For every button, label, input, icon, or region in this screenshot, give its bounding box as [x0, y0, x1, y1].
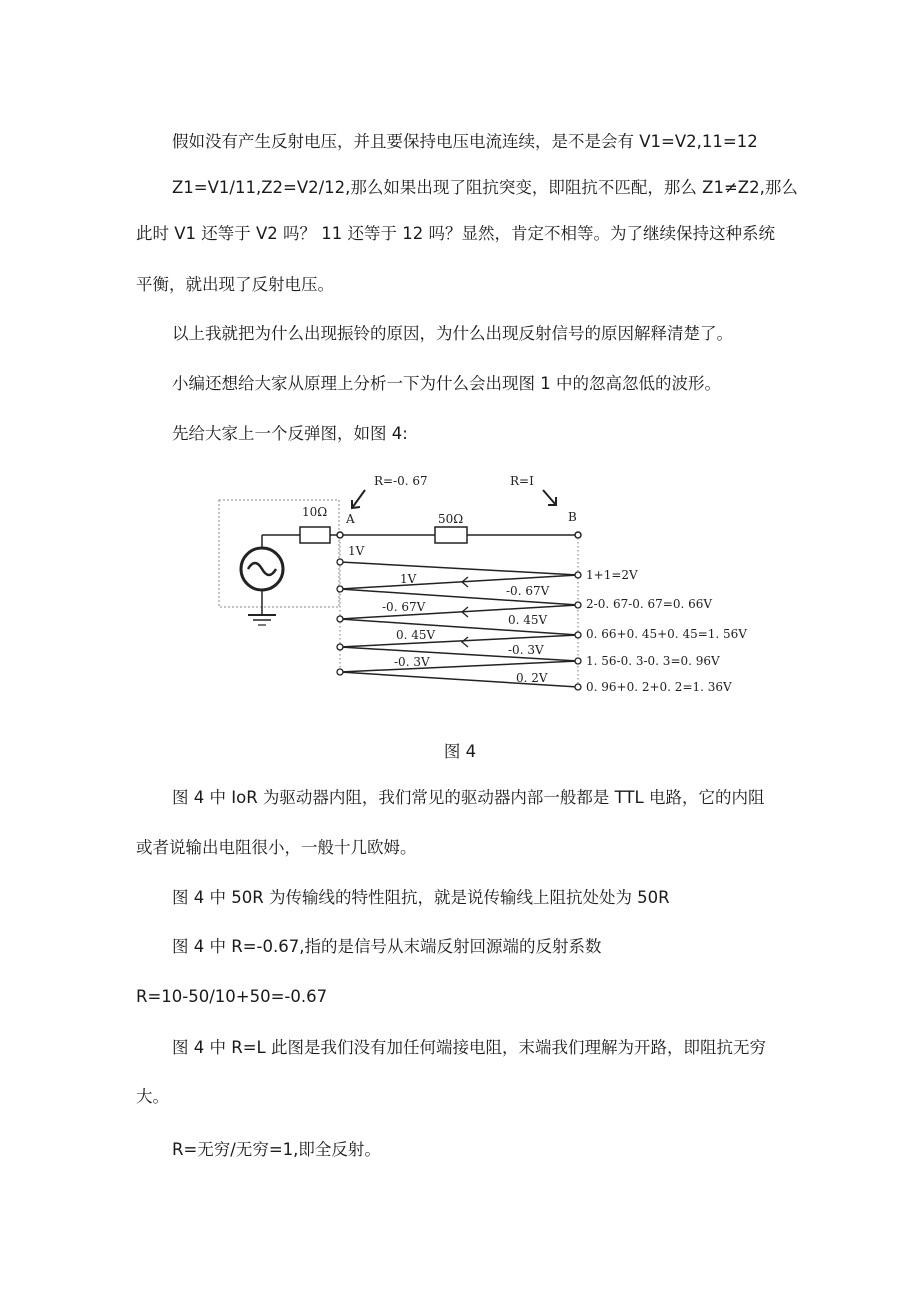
- lattice-left-label: 1V: [400, 572, 417, 586]
- formula: R=10-50/10+50=-0.67: [136, 987, 328, 1006]
- lattice-left-label: -0. 3V: [394, 655, 430, 669]
- paragraph-4: 小编还想给大家从原理上分析一下为什么会出现图 1 中的忽高忽低的波形。: [172, 374, 721, 393]
- lattice-right-label: 0. 2V: [516, 671, 548, 685]
- paragraph-7: 图 4 中 50R 为传输线的特性阻抗，就是说传输线上阻抗处处为 50R: [172, 888, 670, 907]
- ac-source-icon: [241, 535, 300, 615]
- paragraph-2-line-1: Z1=V1/11,Z2=V2/12,那么如果出现了阻抗突变，即阻抗不匹配，那么 Z1≠Z2,那么: [172, 178, 798, 197]
- arrow-source-icon: [352, 490, 365, 508]
- paragraph-10-line-1: 图 4 中 R=L 此图是我们没有加任何端接电阻，末端我们理解为开路，即阻抗无穷: [172, 1038, 766, 1057]
- node-b-label: B: [568, 510, 577, 524]
- bounce-diagram: [200, 465, 780, 705]
- paragraph-3: 以上我就把为什么出现振铃的原因，为什么出现反射信号的原因解释清楚了。: [172, 324, 733, 343]
- lattice-right-label: 0. 45V: [508, 613, 548, 627]
- figure-caption: 图 4: [443, 742, 477, 761]
- reflection-coefficient-load: R=I: [510, 474, 534, 488]
- ground-icon: [248, 615, 276, 625]
- paragraph-11: R=无穷/无穷=1,即全反射。: [172, 1140, 381, 1159]
- line-resistor-label: 50Ω: [438, 512, 464, 526]
- voltage-sum: 0. 66+0. 45+0. 45=1. 56V: [586, 627, 747, 641]
- paragraph-6-line-2: 或者说输出电阻很小，一般十几欧姆。: [136, 838, 417, 857]
- node-a-label: A: [346, 512, 355, 526]
- lattice-left-label: 0. 45V: [396, 628, 436, 642]
- source-resistor: [300, 527, 330, 543]
- paragraph-1: 假如没有产生反射电压，并且要保持电压电流连续，是不是会有 V1=V2,11=12: [172, 132, 758, 151]
- paragraph-2-line-3: 平衡，就出现了反射电压。: [136, 275, 334, 294]
- voltage-sum: 1. 56-0. 3-0. 3=0. 96V: [586, 654, 720, 668]
- paragraph-10-line-2: 大。: [136, 1087, 169, 1106]
- lattice-left-label: -0. 67V: [382, 600, 426, 614]
- reflection-coefficient-source: R=-0. 67: [374, 474, 428, 488]
- paragraph-8: 图 4 中 R=-0.67,指的是信号从末端反射回源端的反射系数: [172, 937, 602, 956]
- paragraph-2-line-2: 此时 V1 还等于 V2 吗？ 11 还等于 12 吗？显然，肯定不相等。为了继续保持这种系统: [136, 224, 776, 243]
- arrow-load-icon: [543, 490, 556, 505]
- node-a: [337, 532, 343, 538]
- line-resistor: [435, 527, 467, 543]
- voltage-sum: 2-0. 67-0. 67=0. 66V: [586, 597, 713, 611]
- lattice-right-label: -0. 3V: [508, 643, 544, 657]
- voltage-sum: 0. 96+0. 2+0. 2=1. 36V: [586, 680, 732, 694]
- node-b: [575, 532, 581, 538]
- source-resistor-label: 10Ω: [302, 505, 328, 519]
- paragraph-6-line-1: 图 4 中 IoR 为驱动器内阻，我们常见的驱动器内部一般都是 TTL 电路，它的内阻: [172, 788, 765, 807]
- lattice-left-label: 1V: [348, 544, 365, 558]
- paragraph-5: 先给大家上一个反弹图，如图 4:: [172, 424, 408, 443]
- lattice-right-label: -0. 67V: [506, 584, 550, 598]
- voltage-sum: 1+1=2V: [586, 568, 638, 582]
